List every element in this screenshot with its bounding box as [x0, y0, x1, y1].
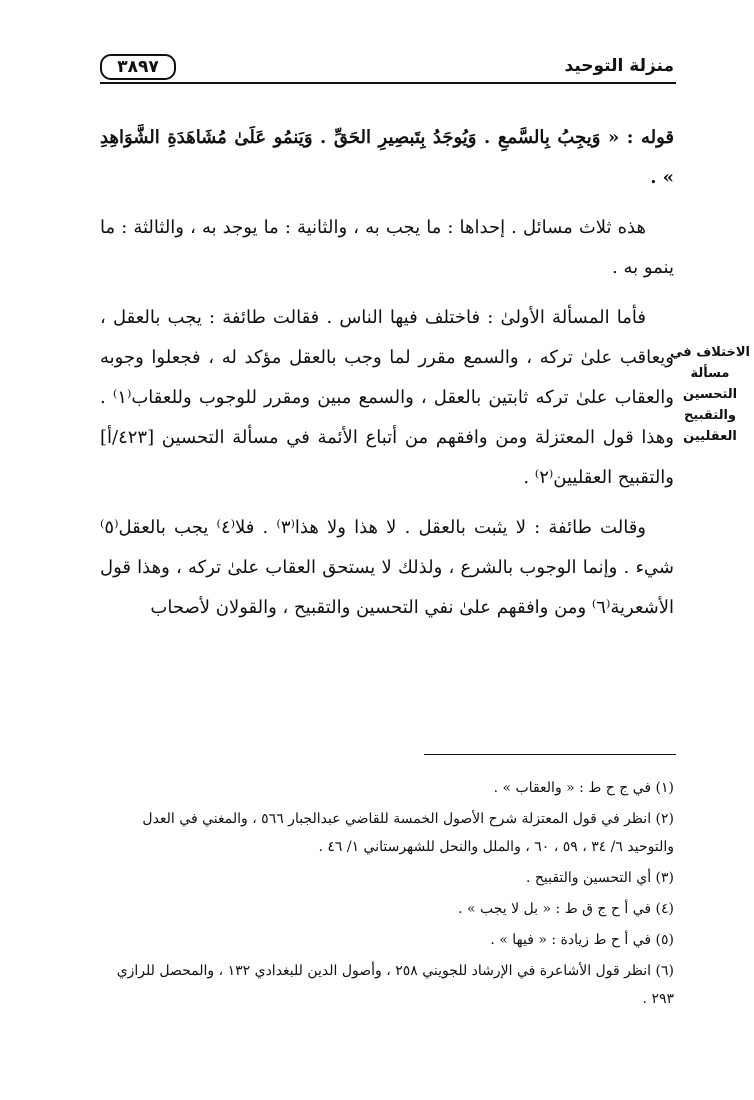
- paragraph-quote: قوله : « وَيجِبُ بِالسَّمعِ . وَيُوجَدُ بِتَبصِيرِ الحَقِّ . وَيَنمُو عَلَىٰ مُشَاهَدَةِ الشَّوَاهِدِ » .: [100, 127, 674, 188]
- header-divider: [100, 82, 676, 84]
- margin-note: الاختلاف في مسألة التحسين والتقبيح العقليين: [670, 345, 750, 444]
- page-header-title: منزلة التوحيد: [564, 56, 674, 76]
- footnote-divider: [424, 754, 676, 755]
- main-text: [100, 118, 674, 638]
- footnote-5: (٥) في أ ح ط زيادة : « فيها » .: [490, 932, 674, 948]
- paragraph-first-issue: فأما المسألة الأولىٰ : فاختلف فيها الناس . فقالت طائفة : يجب بالعقل ، ويعاقب علىٰ تركه ، والسمع مقرر لما وجب بالعقل مؤكد له ، فجعلوا وجوبه والعقاب علىٰ تركه ثابتين بالعقل ، والسمع مبين ومقرر للوجوب وللعقاب⁽١⁾ . وهذا قول المعتزلة ومن وافقهم من أتباع الأئمة في مسألة التحسين [٤٢٣/أ] والتقبيح العقليين⁽٢⁾ .: [100, 307, 674, 488]
- footnote-4: (٤) في أ ح ج ق ط : « بل لا يجب » .: [458, 901, 674, 917]
- footnote-1: (١) في ج ح ط : « والعقاب » .: [493, 780, 674, 796]
- page-number: ٣٨٩٧: [100, 54, 176, 80]
- paragraph-intro: هذه ثلاث مسائل . إحداها : ما يجب به ، والثانية : ما يوجد به ، والثالثة : ما ينمو به .: [100, 217, 674, 278]
- footnote-3: (٣) أي التحسين والتقبيح .: [525, 870, 674, 886]
- footnotes: [100, 774, 674, 1016]
- footnote-6: (٦) انظر قول الأشاعرة في الإرشاد للجويني ٢٥٨ ، وأصول الدين للبغدادي ١٣٢ ، والمحصل للرازي ٢٩٣ .: [116, 963, 674, 1007]
- footnote-2: (٢) انظر في قول المعتزلة شرح الأصول الخمسة للقاضي عبدالجبار ٥٦٦ ، والمغني في العدل والتوحيد ٦/ ٣٤ ، ٥٩ ، ٦٠ ، والملل والنحل للشهرستاني ١/ ٤٦ .: [142, 811, 674, 855]
- paragraph-second-view: وقالت طائفة : لا يثبت بالعقل . لا هذا ولا هذا⁽٣⁾ . فلا⁽٤⁾ يجب بالعقل⁽٥⁾ شيء . وإنما الوجوب بالشرع ، ولذلك لا يستحق العقاب علىٰ تركه ، وهذا قول الأشعرية⁽٦⁾ ومن وافقهم علىٰ نفي التحسين والتقبيح ، والقولان لأصحاب: [100, 517, 674, 618]
